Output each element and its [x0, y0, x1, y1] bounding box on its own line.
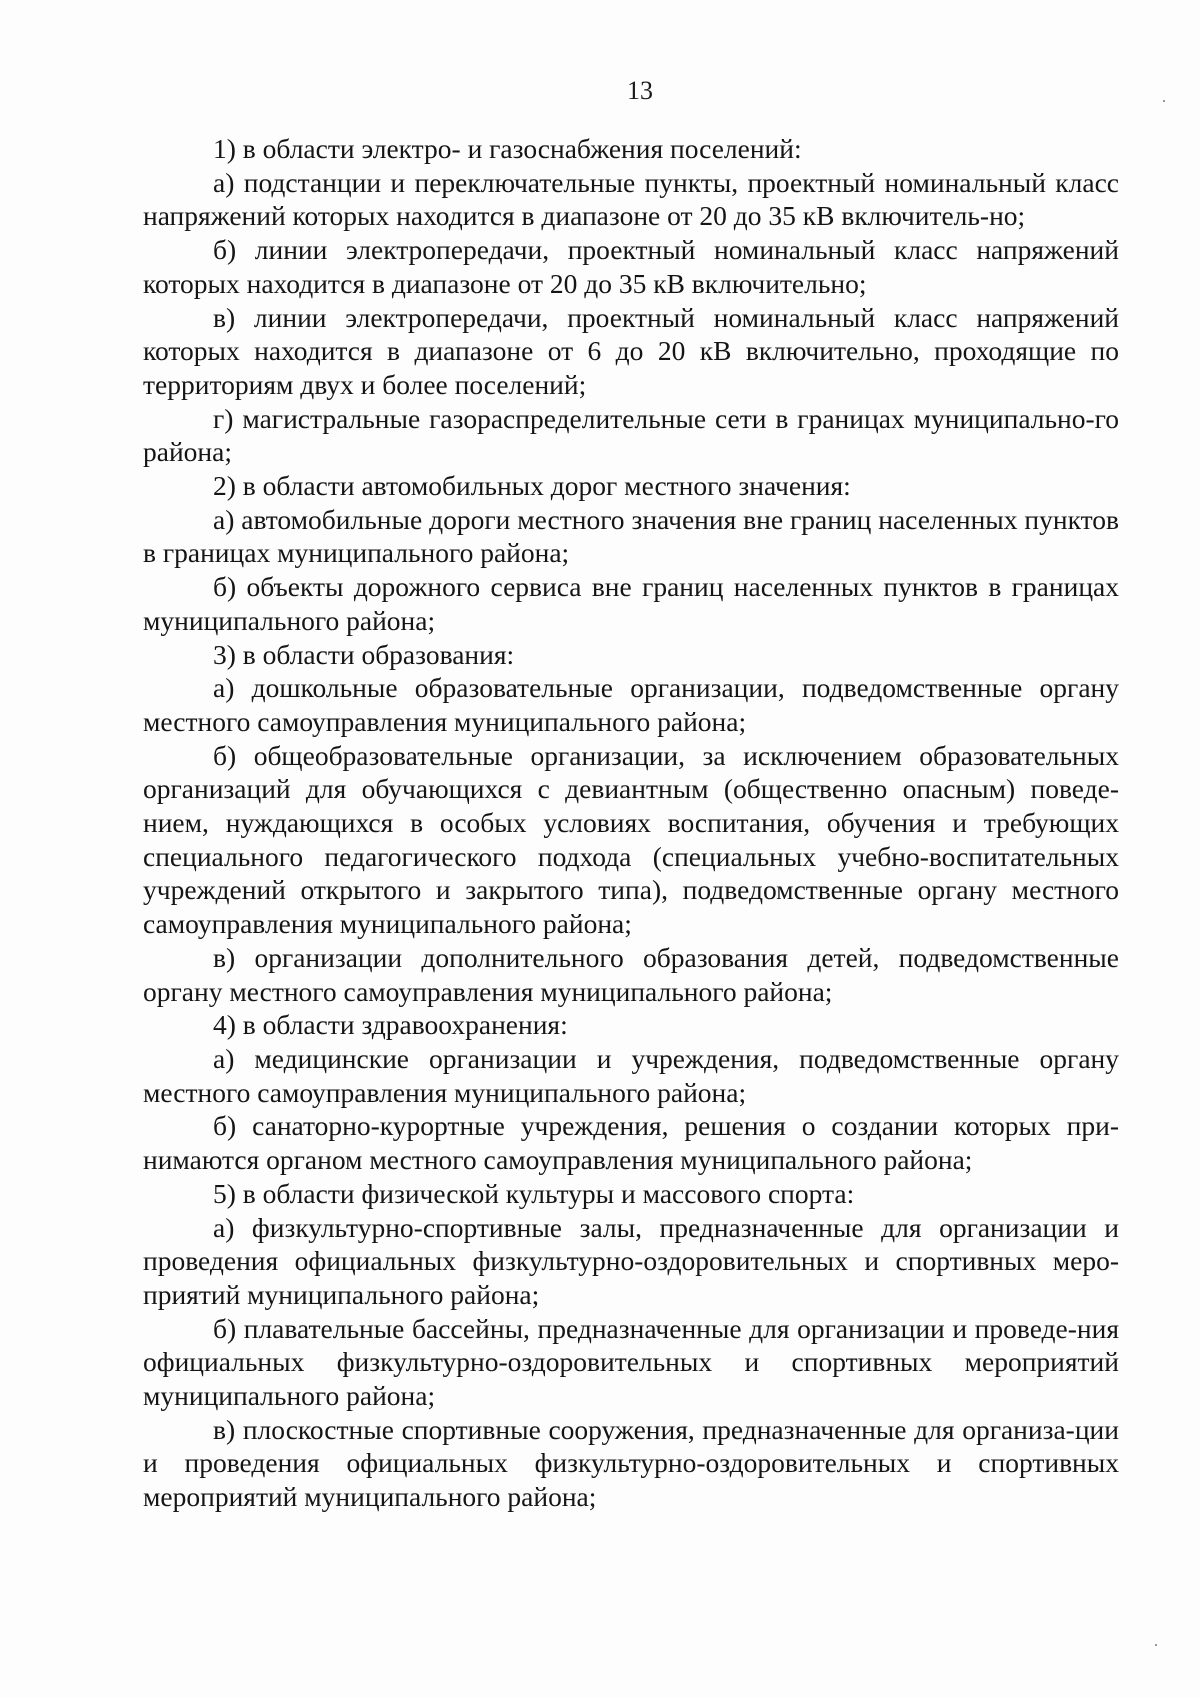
list-item: 4) в области здравоохранения: — [213, 1009, 568, 1041]
list-item: б) линии электропередачи, проектный номинальный класс напряжений которых находится в диапазоне от 20 до 35 кВ включительно; — [143, 234, 1119, 299]
list-item: а) физкультурно-спортивные залы, предназначенные для организации и проведения официальных физкультурно-оздоровительных и спортивных меро-приятий муниципального района; — [143, 1211, 1119, 1310]
list-item: 3) в области образования: — [213, 638, 515, 670]
list-item: а) медицинские организации и учреждения, подведомственные органу местного самоуправления муниципального района; — [143, 1042, 1119, 1108]
list-item: а) автомобильные дороги местного значения вне границ населенных пунктов в границах муниципального района; — [143, 503, 1119, 569]
list-item: в) организации дополнительного образования детей, подведомственные органу местного самоуправления муниципального района; — [143, 941, 1119, 1007]
document-body — [143, 132, 1119, 1514]
page-number: 13 — [627, 76, 653, 105]
scan-speck — [1163, 100, 1165, 102]
list-item: 5) в области физической культуры и массового спорта: — [213, 1177, 855, 1209]
list-item: г) магистральные газораспределительные сети в границах муниципально-го района; — [143, 402, 1119, 468]
list-item: а) дошкольные образовательные организации, подведомственные органу местного самоуправления муниципального района; — [143, 672, 1119, 737]
list-item: а) подстанции и переключательные пункты, проектный номинальный класс напряжений которых находится в диапазоне от 20 до 35 кВ включитель-но; — [143, 166, 1119, 232]
list-item: в) линии электропередачи, проектный номинальный класс напряжений которых находится в диапазоне от 6 до 20 кВ включительно, проходящие по территориям двух и более поселений; — [143, 301, 1119, 400]
list-item: б) общеобразовательные организации, за исключением образовательных организаций для обучающихся с девиантным (общественно опасным) поведе-нием, нуждающихся в особых условиях воспитания, обучения и требующих специального педагогического подхода (специальных учебно-воспитательных учреждений открытого и закрытого типа), подведомственные органу местного самоуправления муниципального района; — [143, 739, 1119, 940]
list-item: в) плоскостные спортивные сооружения, предназначенные для организа-ции и проведения официальных физкультурно-оздоровительных и спортивных мероприятий муниципального района; — [143, 1413, 1119, 1513]
list-item: б) объекты дорожного сервиса вне границ населенных пунктов в границах муниципального района; — [143, 571, 1119, 636]
list-item: 1) в области электро- и газоснабжения поселений: — [213, 133, 802, 164]
list-item: б) санаторно-курортные учреждения, решения о создании которых при-нимаются органом местного самоуправления муниципального района; — [143, 1110, 1119, 1176]
list-item: 2) в области автомобильных дорог местного значения: — [213, 470, 851, 502]
scan-speck — [1155, 1644, 1157, 1646]
list-item: б) плавательные бассейны, предназначенные для организации и проведе-ния официальных физкультурно-оздоровительных и спортивных мероприятий муниципального района; — [143, 1312, 1119, 1412]
